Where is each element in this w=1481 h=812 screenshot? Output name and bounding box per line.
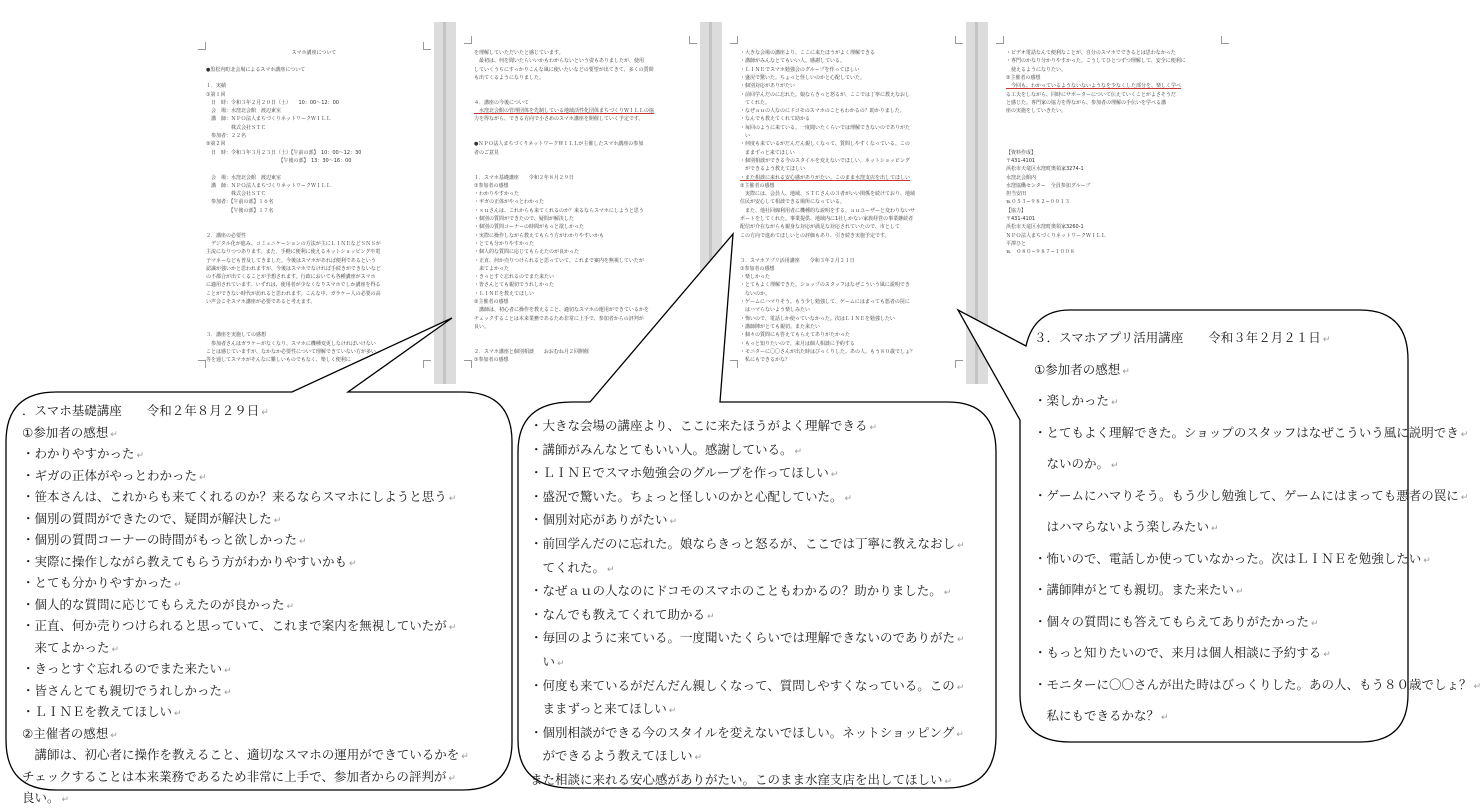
page-text-line: ・前回学んだのに忘れた。娘ならきっと怒るが、ここでは丁寧に教えなおし — [740, 91, 911, 98]
paragraph-mark-icon: ↵ — [286, 601, 295, 612]
paragraph-mark-icon: ↵ — [1122, 366, 1130, 377]
page-text-line: ・ギガの正体がやっとわかった — [474, 199, 545, 206]
page-text-line: ②主催者の感想 — [1006, 74, 1041, 81]
page-text-line: 浜松市天竜区水窪町奥領家3260-1 — [1006, 224, 1084, 231]
page-text-line: ・個々の質問にも答えてもらえてありがたかった — [740, 332, 851, 339]
paragraph-mark-icon: ↵ — [1111, 398, 1119, 408]
page-text-line: ２．スマホ講座と個別相談 おおむね月２回開催 — [474, 348, 589, 355]
paragraph-mark-icon: ↵ — [1460, 492, 1469, 503]
page-text-line: 来てよかった — [474, 265, 510, 272]
page-text-line: ②主催者の感想 — [740, 182, 775, 189]
page-text-line: この方向で進めてほしいとの評価もあり、引き続き実施予定です。 — [740, 232, 890, 239]
page-text-line: ・わかりやすかった — [474, 191, 520, 198]
paragraph-mark-icon: ↵ — [224, 687, 232, 698]
page-text-line: チェックすることは本来業務であるため非常に上手で、参加者からの評判が — [474, 315, 644, 322]
paragraph-mark-icon: ↵ — [1211, 524, 1219, 534]
page-text-line: ・毎回のように来ている。一度聞いたくらいでは理解できないのでありがた — [740, 124, 911, 131]
page-text-line: ・楽しかった — [740, 274, 771, 281]
page-text-line: ・個別の質問ができたので、疑問が解決した — [474, 216, 574, 222]
page-text-line: ・個人的な質問に応じてもらえたのが良かった — [474, 249, 580, 256]
page-text-line: １．スマホ基礎講座 令和２年８月２９日 — [474, 174, 574, 181]
page-text-line: ２．講座の必要性 — [206, 232, 247, 239]
callout-line: ままずっと来てほしい ↵ — [530, 701, 677, 717]
page-text-line: 講 師：ＮＰＯ法人まちづくりネットワークＷＩＬＬ — [206, 116, 331, 123]
page-text-line: 【協力】 — [1006, 207, 1027, 214]
paragraph-mark-icon: ↵ — [448, 494, 457, 504]
page-text-line: はハマらないよう楽しみたい — [740, 307, 811, 314]
paragraph-mark-icon: ↵ — [957, 540, 965, 551]
paragraph-mark-icon: ↵ — [1423, 555, 1431, 566]
callout-line: ・講師がみんなとてもいい人。感謝している。 ↵ — [530, 441, 803, 457]
paragraph-mark-icon: ↵ — [349, 558, 357, 569]
paragraph-mark-icon: ↵ — [273, 515, 282, 526]
callout-line: ・きっとすぐ忘れるのでまた来たい ↵ — [22, 661, 232, 676]
page-text-line: ・ＬＩＮＥを教えてほしい — [474, 290, 535, 297]
callout-line: ・とてもよく理解できた。ショップのスタッフはなぜこういう風に説明でき ↵ — [1034, 424, 1469, 440]
page-text-line: ・とても分かりやすかった — [474, 240, 535, 247]
callout-middle-text — [530, 414, 986, 786]
callout-line: ・正直、何か売りつけられると思っていて、これまで案内を無視していたが ↵ — [22, 618, 457, 633]
page-text-line: ・盛況で驚いた。ちょっと怪しいのかと心配していた。 — [740, 74, 866, 81]
page-text-line: と感じた。専門家の協力を得ながら、参加者の理解の手伝いを学べる講 — [1006, 99, 1167, 106]
callout-line: ・実際に操作しながら教えてもらう方がわかりやすいかも ↵ — [22, 553, 357, 569]
page-text-line: 力を得ながら、できる方向で小さめのスマホ講座を開催していく予定です。 — [474, 116, 644, 123]
page-text-line: ・怖いので、電話しか使っていなかった。次はＬＩＮＥを勉強したい — [740, 315, 895, 322]
page-text-line: ・専門のかなり分かりやすかった。こうしてひとつずつ理解して、安全に便利に — [1006, 58, 1186, 65]
page-text-line: い声会こそスマホ講座が必要であると考えます。 — [206, 299, 316, 305]
paragraph-mark-icon: ↵ — [299, 537, 307, 547]
page-text-line: てくれた。 — [740, 99, 771, 106]
page-text-line: 【資料作成】 — [1006, 149, 1037, 156]
page-text-line: ・何度も来ているがだんだん親しくなって、質問しやすくなっている。この — [740, 141, 910, 148]
page-text-line: 〒431-4101 — [1006, 216, 1036, 222]
page-text-line: 〒431-4101 — [1006, 157, 1036, 164]
page-text-line: ・なんでも教えてくれて助かる — [740, 116, 811, 123]
page-text-line: ができるよう教えてほしい — [740, 166, 806, 173]
callout-line: ・毎回のように来ている。一度聞いたくらいでは理解できないのでありがた ↵ — [530, 630, 965, 646]
callout-line: ・ＬＩＮＥでスマホ勉強会のグループを作ってほしい ↵ — [530, 465, 839, 481]
page-text-line: ・ｓｕさんは、これからも来てくれるのか？来るならスマホにしようと思う — [474, 207, 644, 214]
page-text-line: ・講師陣がとても親切。また来たい — [740, 323, 821, 330]
paragraph-mark-icon: ↵ — [607, 564, 615, 575]
page-text-line: 等を通してスマホがそんなに難しいものでもなく、楽しく便利に — [206, 357, 351, 364]
paragraph-mark-icon: ↵ — [668, 706, 677, 717]
page-text-line: 【午後の部】 13：30〜16：00 — [206, 157, 352, 164]
paragraph-mark-icon: ↵ — [943, 588, 952, 599]
callout-line: また相談に来れる安心感がありがたい。このまま水窪支店を出してほしい ↵ — [530, 771, 953, 787]
paragraph-mark-icon: ↵ — [707, 611, 715, 622]
page-text-line: ・ＬＩＮＥでスマホ勉強会のグループを作ってほしい — [740, 66, 860, 73]
callout-line: ・個々の質問にも答えてもらえてありがたかった ↵ — [1034, 613, 1319, 629]
paragraph-mark-icon: ↵ — [224, 666, 232, 676]
paragraph-mark-icon: ↵ — [557, 658, 565, 669]
paragraph-mark-icon: ↵ — [110, 730, 118, 741]
page-text-line: ・大きな会場の講座より、ここに来たほうがよく理解できる — [740, 50, 876, 56]
page-text-line: ままずっと来てほしい — [740, 149, 795, 156]
page-text-line: ・モニターに〇〇さんが出た時はびっくりした。あの人、もう８０歳でしょ？ — [740, 348, 916, 355]
paragraph-mark-icon: ↵ — [199, 472, 207, 483]
page-text-line: ℡ ０８０−９８７−１００８ — [1006, 249, 1075, 256]
page-text-line: 会 場：水窪北会館 渡辺東室 — [206, 174, 282, 181]
callout-line: ・なぜａｕの人なのにドコモのスマホのこともわかるの？助かりました。 ↵ — [530, 583, 952, 599]
paragraph-mark-icon: ↵ — [261, 408, 269, 418]
page-text-line: 子マネーなども普及してきました。今後はスマホがあれば便利であるという — [206, 257, 376, 264]
paragraph-mark-icon: ↵ — [448, 623, 457, 633]
page-text-line: 会 場：水窪北会館 渡辺東室 — [206, 108, 282, 115]
page-text-line: ・もっと知りたいので、来月は個人相談に予約する — [740, 340, 855, 347]
callout-line: ３．スマホアプリ活用講座 令和３年２月２１日 ↵ — [1034, 330, 1331, 345]
callout-line: 講師は、初心者に操作を教えること、適切なスマホの運用ができているかを ↵ — [22, 747, 469, 762]
page-text-line: ●黒松内町北会場によるスマホ講座について — [206, 66, 306, 73]
page-text-line: 担当安田 — [1006, 191, 1027, 198]
callout-line: チェックすることは本来業務であるため非常に上手で、参加者からの評判が ↵ — [22, 768, 456, 784]
paragraph-mark-icon: ↵ — [1311, 618, 1319, 629]
page-text-line: 水窪協働センター 全員参加グループ — [1006, 182, 1091, 189]
page-text-line: ①参加者の感想 — [474, 357, 509, 364]
paragraph-mark-icon: ↵ — [110, 429, 118, 440]
callout-line: ・わかりやすかった ↵ — [22, 446, 145, 461]
paragraph-mark-icon: ↵ — [794, 446, 803, 457]
paragraph-mark-icon: ↵ — [869, 423, 878, 433]
page-text-line: ・講師がみんなとてもいい人。感謝している。 — [740, 58, 846, 65]
callout-line: てくれた。 ↵ — [530, 559, 615, 575]
page-text-line: 参加者：２２名 — [206, 133, 247, 139]
page-text-line: ・正直、何か売りつけられると思っていて、これまで案内を無視していたが — [474, 257, 644, 264]
page-text-line: 浜松市天竜区水窪町奥領家3274-1 — [1006, 166, 1084, 173]
paragraph-mark-icon: ↵ — [1111, 461, 1119, 471]
page-text-line: ①参加者の感想 — [474, 182, 509, 189]
page-text-line: 座の実施をしていきたい。 — [1006, 108, 1067, 115]
paragraph-mark-icon: ↵ — [174, 709, 182, 719]
callout-line: ・個別相談ができる今のスタイルを変えないでほしい。ネットショッピング ↵ — [530, 724, 964, 740]
callout-line: ．スマホ基礎講座 令和２年８月２９日 ↵ — [22, 403, 269, 418]
callout-left-text — [22, 400, 492, 805]
page-text-line: 使えるようになりたい。 — [1006, 66, 1067, 73]
callout-line: ・皆さんとても親切でうれしかった ↵ — [22, 682, 232, 698]
paragraph-mark-icon: ↵ — [111, 644, 120, 655]
page-text-line: ・実際に操作しながら教えてもらう方がわかりやすいかも — [474, 232, 605, 239]
page-text-line: ことができない時代が訪れると思われます。こんな中、ガラケー人の必要の高 — [206, 290, 381, 297]
callout-line: ・楽しかった ↵ — [1034, 393, 1119, 408]
callout-line: ないのか。 ↵ — [1034, 456, 1119, 471]
callout-line: ・講師陣がとても親切。また来たい ↵ — [1034, 582, 1244, 597]
callout-line: ・もっと知りたいので、来月は個人相談に予約する ↵ — [1034, 645, 1331, 660]
page-text-line: 【午後の部】１７名 — [206, 207, 274, 214]
callout-line: ・前回学んだのに忘れた。娘ならきっと怒るが、ここでは丁寧に教えなおし ↵ — [530, 535, 965, 551]
page-text-line: 株式会社ＳＴＣ — [206, 191, 267, 198]
page-text-line: に適用されています。いずれは、使用者が少なくなりスマホでしか講座を得る — [206, 282, 381, 289]
callout-line: ・個別の質問コーナーの時間がもっと欲しかった ↵ — [22, 532, 307, 547]
page-text-line: 住民が安心して相談できる場所になっている。 — [740, 199, 846, 206]
page-text-line: スマホ講座について — [291, 50, 337, 56]
page-text-line: ②第２回 — [206, 141, 226, 148]
page-text-line: ないのか。 — [740, 290, 771, 297]
paragraph-mark-icon: ↵ — [944, 776, 953, 787]
page-text-line: ・皆さんとても親切でうれしかった — [474, 282, 555, 289]
page-text-line: ・とてもよく理解できた。ショップのスタッフはなぜこういう風に説明でき — [740, 282, 910, 289]
page-text-line: ＮＰＯ法人まちづくりネットワークＷＩＬＬ — [1006, 232, 1106, 239]
callout-line: ・とても分かりやすかった ↵ — [22, 575, 182, 590]
page-text-line: ４．講座の今後について — [474, 99, 529, 106]
page-text-line: ３．講座を実施しての感想 — [206, 332, 267, 339]
page-text-line: の不都合が出てくることが予想されます。行政においても各種講座がスマホ — [206, 274, 376, 281]
page-text-line: も出てくるようになりました。 — [474, 74, 545, 81]
page-text-line: ・ビデオ電話なんて便利なことが、自分のスマホでできるとは思わなかった — [1006, 50, 1176, 56]
paragraph-mark-icon: ↵ — [669, 517, 678, 528]
page-text-line: ・きっとすぐ忘れるのでまた来たい — [474, 274, 555, 281]
page-text-line: 良い。 — [474, 323, 490, 330]
page-text-line: デジタル化が進み、コミュニケーションの方法が主にＬＩＮＥなどＳＮＳが — [206, 240, 381, 247]
paragraph-mark-icon: ↵ — [844, 493, 853, 504]
page-text-line: を理解していただいたと感じています。 — [474, 50, 564, 56]
page-text-line: 講 師：ＮＰＯ法人まちづくりネットワークＷＩＬＬ — [206, 182, 331, 189]
callout-line: ・個別対応がありがたい ↵ — [530, 512, 678, 528]
page-text-line: 参加者：【午前の部】１６名 — [206, 199, 274, 206]
page-text-line: ・ゲームにハマりそう。もう少し勉強して、ゲームにはまっても悪者の罠に — [740, 299, 910, 305]
paragraph-mark-icon: ↵ — [61, 795, 70, 805]
page-text-line: 実際には、会員人、地域、ＳＴＣさんの３者がいい関係を続けており、地域 — [740, 191, 916, 198]
callout-line: ①参加者の感想 ↵ — [22, 424, 118, 440]
callout-line: はハマらないよう楽しみたい ↵ — [1034, 519, 1219, 534]
page-text-line: ●ＮＰＯ法人まちづくりネットワークＷＩＬＬが主催したスマホ講座の参加 — [474, 141, 644, 148]
callout-line: ・モニターに〇〇さんが出た時はびっくりした。あの人、もう８０歳でしょ？ ↵ — [1034, 676, 1481, 692]
paragraph-mark-icon: ↵ — [1236, 587, 1244, 597]
callout-line: ・何度も来ているがだんだん親しくなって、質問しやすくなっている。この ↵ — [530, 677, 965, 693]
paragraph-mark-icon: ↵ — [448, 773, 456, 784]
callout-line: ①参加者の感想 ↵ — [1034, 361, 1130, 377]
callout-line: ・笹本さんは、これからも来てくれるのか？来るならスマホにしようと思う ↵ — [22, 489, 457, 504]
callout-line: ・怖いので、電話しか使っていなかった。次はＬＩＮＥを勉強したい ↵ — [1034, 550, 1431, 566]
paragraph-mark-icon: ↵ — [694, 753, 703, 764]
page-text-line: ・個別相談ができる今のスタイルを変えないでほしい。ネットショッピング — [740, 157, 910, 164]
paragraph-mark-icon: ↵ — [1161, 713, 1169, 723]
callout-line: 良い。 ↵ — [22, 790, 70, 805]
page-text-line: 日 時：令和３年２月２０日（土） 10：00〜12：00 — [206, 99, 339, 106]
callout-line: ②主催者の感想 ↵ — [22, 725, 118, 741]
page-text-line: ①第１回 — [206, 91, 226, 98]
page-text-line: ②主催者の感想 — [474, 299, 509, 305]
callout-right-text — [1034, 322, 1481, 738]
page-text-line: 株式会社ＳＴＣ — [206, 124, 267, 131]
callout-line: 私にもできるかな？ ↵ — [1034, 708, 1169, 723]
page-text-line: ことは感じていますが、なかなか必要性について理解できていない方が多い — [206, 348, 376, 355]
page-text-line: ・個別対応がありがたい — [740, 83, 796, 90]
page-text-line: していくうちにすっかりこんな風に使いたいなどの要望が出てきて、多くの質問 — [474, 66, 654, 73]
page-text-line: 最初は、何を聞いたらいいかもわからないという姿もありましたが、使用 — [474, 58, 645, 65]
callout-line: ・ＬＩＮＥを教えてほしい ↵ — [22, 704, 182, 719]
page-text-line: ・個別の質問コーナーの時間がもっと欲しかった — [474, 224, 585, 231]
callout-line: ・大きな会場の講座より、ここに来たほうがよく理解できる ↵ — [530, 418, 878, 433]
page-text-line: 認識が強いかと思われますが、今後はスマホでなければ手続きができないなど — [206, 265, 381, 272]
page-text-line: 日 時：令和３年３月２３日（土）【午前の部】 10：00〜12：30 — [206, 149, 362, 156]
page-text-line: い — [740, 133, 751, 139]
paragraph-mark-icon: ↵ — [1460, 429, 1469, 440]
paragraph-mark-icon: ↵ — [956, 682, 965, 693]
paragraph-mark-icon: ↵ — [461, 752, 469, 762]
page-text-line: 配信が介在ながらも親身な対応が満足な対応されていたので、市として — [740, 224, 900, 231]
page-text-line: 水窪北会館内 — [1006, 174, 1037, 181]
callout-line: ・ギガの正体がやっとわかった ↵ — [22, 467, 207, 483]
callout-line: ・なんでも教えてくれて助かる ↵ — [530, 606, 715, 622]
callout-line: ・個人的な質問に応じてもらえたのが良かった ↵ — [22, 596, 295, 612]
page-text-line: 講師は、初心者に操作を教えること、適切なスマホの運用ができているかを — [474, 307, 649, 314]
page-text-line: また、他社回線利用者に機種的な説明をする、ａｕユーザーと変わりないサ — [740, 207, 916, 214]
paragraph-mark-icon: ↵ — [1322, 335, 1331, 345]
paragraph-mark-icon: ↵ — [956, 729, 964, 740]
paragraph-mark-icon: ↵ — [830, 470, 839, 481]
page-text-line: ３．スマホアプリ活用講座 令和３年２月２１日 — [740, 257, 855, 264]
paragraph-mark-icon: ↵ — [174, 580, 182, 590]
page-text-line: 平澤ひと — [1006, 240, 1027, 247]
page-text-line: ・また相談に来れる安心感がありがたい。このまま水窪支店を出してほしい — [740, 174, 911, 181]
paragraph-mark-icon: ↵ — [136, 451, 145, 461]
page-text-line: １．実績 — [206, 83, 227, 90]
paragraph-mark-icon: ↵ — [1323, 650, 1331, 660]
callout-line: 来てよかった ↵ — [22, 639, 120, 655]
page-text-line: ポートをしてくれた。事業提供、地域内に1社しかない家族経営の事業継続者 — [740, 216, 914, 222]
page-text-line: ℡０５３−９８２−００１３ — [1006, 199, 1070, 206]
page-text-line: ①参加者の感想 — [740, 265, 775, 272]
callout-line: ・盛況で驚いた。ちょっと怪しいのかと心配していた。 ↵ — [530, 488, 853, 504]
callout-line: ・個別の質問ができたので、疑問が解決した ↵ — [22, 510, 282, 526]
callout-line: ができるよう教えてほしい ↵ — [530, 748, 703, 764]
page-text-line: 主流になりつつあります。また、手軽に便利に使えるネットショッピングや電 — [206, 249, 381, 256]
page-text-line: 私にもできるかな？ — [740, 357, 791, 364]
paragraph-mark-icon: ↵ — [1473, 681, 1481, 692]
page-text-line: 者のご意見 — [474, 149, 500, 156]
page-text-line: 水窪北会館の管理団体を先制している地域活性化団体まちづくりＷＩＬＬの協 — [474, 108, 654, 115]
page-text-line: ・なぜａｕの人なのにドコモのスマホのこともわかるの？助かりました。 — [740, 108, 905, 115]
callout-line: ・ゲームにハマりそう。もう少し勉強して、ゲームにはまっても悪者の罠に ↵ — [1034, 487, 1469, 503]
page-text-line: る工夫をしながら、同時にサポーターについて伝えていくことがよさそうだ — [1006, 91, 1176, 98]
page-text-line: 今回も、わかっているようないないようなを少なくした部分を、楽しく学べ — [1006, 83, 1182, 90]
paragraph-mark-icon: ↵ — [957, 635, 965, 646]
callout-line: い ↵ — [530, 653, 565, 669]
page-text-line: 参加者さんはガラケーがなくなり、スマホに機種変更しなければいけない — [206, 340, 376, 347]
